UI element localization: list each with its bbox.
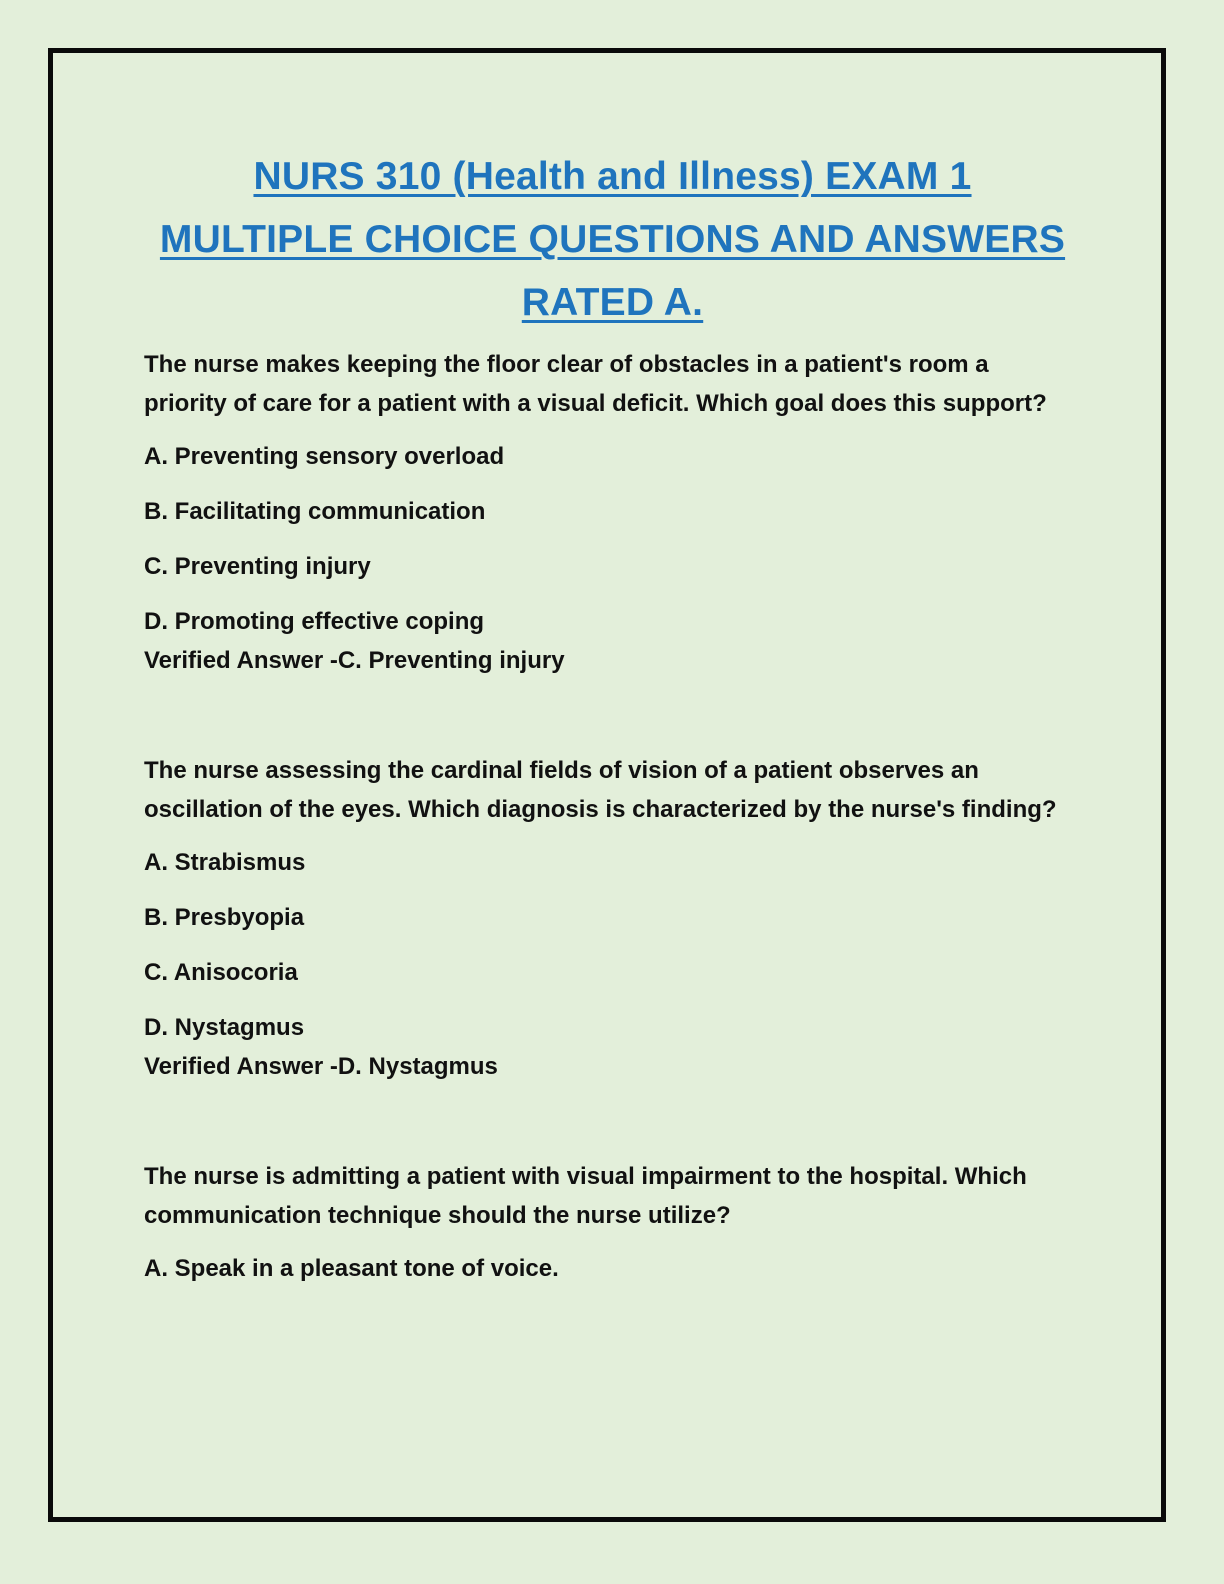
questions-section (144, 345, 1064, 1359)
question-1 (144, 345, 1064, 680)
question-2-text: The nurse assessing the cardinal fields of vision of a patient observes an oscillation of the eyes. Which diagnosis is characterized by the nurse's finding? (144, 757, 1057, 823)
question-2-option-d: D. Nystagmus (144, 1014, 305, 1041)
question-2 (144, 751, 1064, 1086)
question-2-option-c: C. Anisocoria (144, 959, 298, 986)
title-line-2: MULTIPLE CHOICE QUESTIONS AND ANSWERS (159, 218, 1066, 261)
question-3-option-a: A. Speak in a pleasant tone of voice. (144, 1255, 559, 1282)
question-2-option-a: A. Strabismus (144, 849, 306, 876)
question-1-option-c: C. Preventing injury (144, 553, 371, 580)
question-2-answer: Verified Answer -D. Nystagmus (144, 1053, 498, 1080)
question-1-option-a: A. Preventing sensory overload (144, 443, 505, 470)
question-1-text: The nurse makes keeping the floor clear of obstacles in a patient's room a priority of care for a patient with a visual deficit. Which goal does this support? (144, 351, 1047, 417)
question-2-option-b: B. Presbyopia (144, 904, 305, 931)
question-3-text: The nurse is admitting a patient with visual impairment to the hospital. Which communication technique should the nurse utilize? (144, 1163, 1027, 1229)
question-1-option-b: B. Facilitating communication (144, 498, 486, 525)
document-title (120, 145, 1105, 334)
title-line-3: RATED A. (521, 281, 704, 324)
question-1-option-d: D. Promoting effective coping (144, 608, 485, 635)
question-3 (144, 1157, 1064, 1288)
question-1-answer: Verified Answer -C. Preventing injury (144, 647, 565, 674)
title-line-1: NURS 310 (Health and Illness) EXAM 1 (253, 155, 972, 198)
